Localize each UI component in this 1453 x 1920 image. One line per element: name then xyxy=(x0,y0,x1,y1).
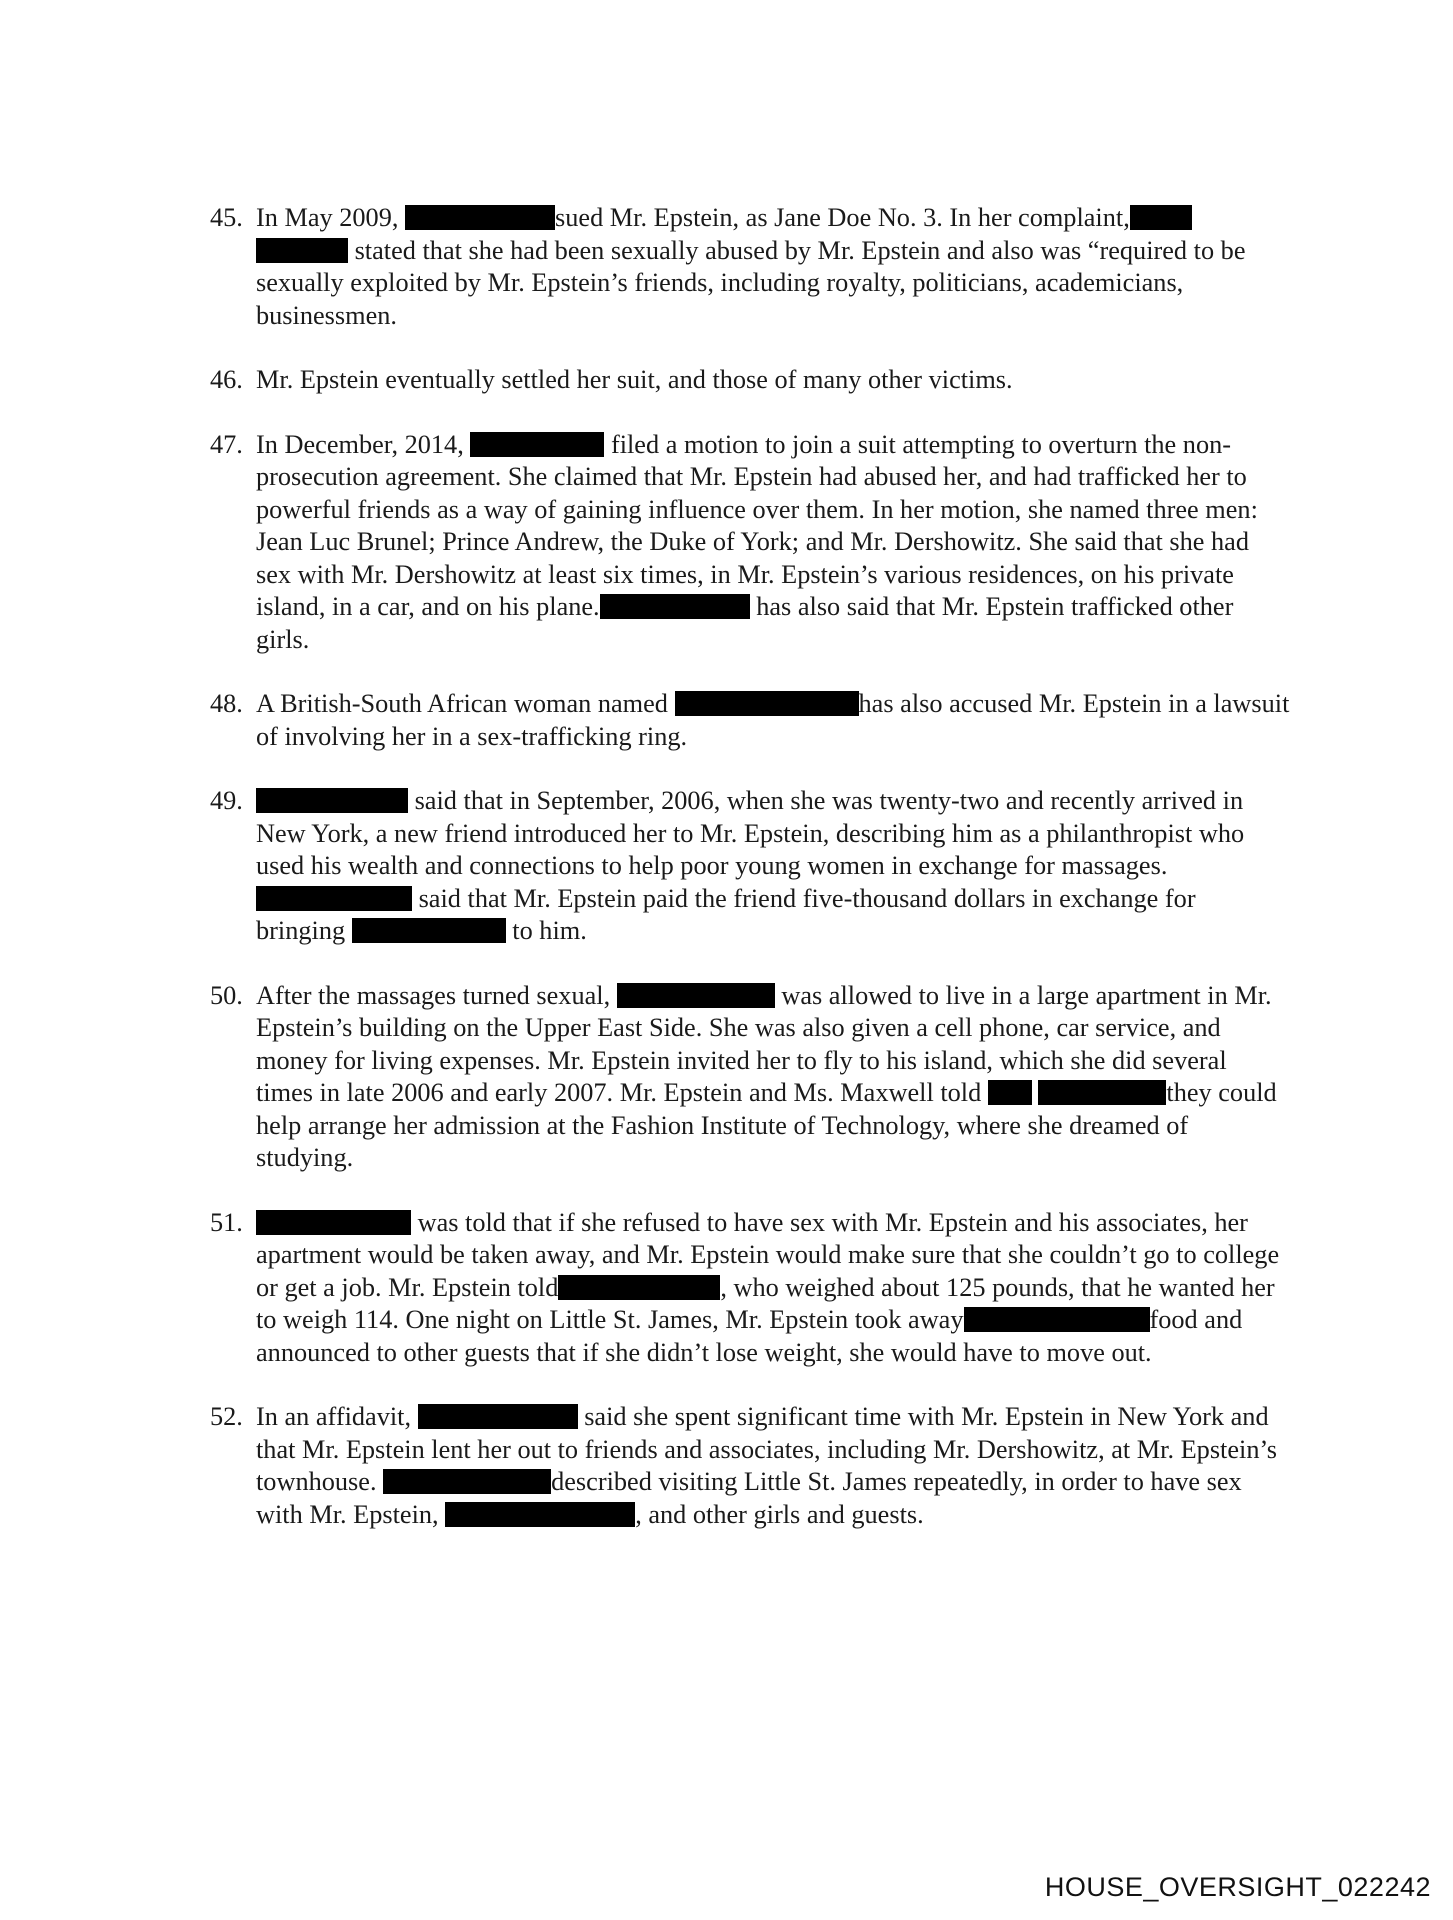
redaction-bar xyxy=(352,918,506,943)
paragraph-number: 49. xyxy=(210,786,243,815)
redaction-bar xyxy=(256,238,348,263)
redaction-bar xyxy=(256,886,412,911)
paragraph-45 xyxy=(210,202,1290,332)
paragraph-47 xyxy=(210,429,1290,657)
paragraph-52 xyxy=(210,1401,1290,1531)
paragraph-number: 51. xyxy=(210,1207,243,1237)
redaction-bar xyxy=(418,1404,578,1429)
redaction-bar xyxy=(470,432,604,457)
paragraph-text: Mr. Epstein eventually settled her suit, and those of many other victims. xyxy=(256,365,1013,394)
paragraph-51 xyxy=(210,1207,1290,1370)
redaction-bar xyxy=(675,691,859,716)
paragraph-number: 50. xyxy=(210,980,243,1010)
redaction-bar xyxy=(964,1307,1150,1332)
paragraph-49 xyxy=(210,785,1290,948)
redaction-bar xyxy=(256,1210,411,1235)
redaction-bar xyxy=(600,594,750,619)
bates-number: HOUSE_OVERSIGHT_022242 xyxy=(1044,1872,1431,1902)
paragraph-number: 45. xyxy=(210,203,243,232)
paragraph-text: After the massages turned sexual, was allowed to live in a large apartment in Mr. Epstein’s building on the Upper East Side. She was also given a cell phone, car service, and money for living expenses. Mr. Epstein invited her to fly to his island, which she did several times in late 2006 and early 2007. Mr. Epstein and Ms. Maxwell told they could help arrange her admission at the Fashion Institute of Technology, where she dreamed of studying. xyxy=(256,980,1277,1172)
paragraph-text: In an affidavit, said she spent significant time with Mr. Epstein in New York and that Mr. Epstein lent her out to friends and associates, including Mr. Dershowitz, at Mr. Epstein’s townhouse. described visiting Little St. James repeatedly, in order to have sex with Mr. Epstein, , and other girls and guests. xyxy=(256,1402,1278,1529)
paragraph-text: A British-South African woman named has also accused Mr. Epstein in a lawsuit of involving her in a sex-trafficking ring. xyxy=(256,689,1290,751)
redaction-bar xyxy=(558,1275,720,1300)
paragraph-48 xyxy=(210,688,1290,753)
redaction-bar xyxy=(617,983,775,1008)
redaction-bar xyxy=(383,1469,551,1494)
redaction-bar xyxy=(405,205,555,230)
redaction-bar xyxy=(988,1080,1032,1105)
redaction-bar xyxy=(1038,1080,1166,1105)
paragraph-number: 46. xyxy=(210,365,243,394)
redaction-bar xyxy=(1130,205,1192,230)
paragraph-text: was told that if she refused to have sex with Mr. Epstein and his associates, her apartment would be taken away, and Mr. Epstein would make sure that she couldn’t go to college or get a job. Mr. Epstein told , who weighed about 125 pounds, that he wanted her to weigh 114. One night on Little St. James, Mr. Epstein took away food and announced to other guests that if she didn’t lose weight, she would have to move out. xyxy=(256,1207,1280,1367)
paragraph-number: 47. xyxy=(210,429,243,459)
paragraph-50 xyxy=(210,980,1290,1175)
paragraph-number: 52. xyxy=(210,1402,243,1431)
paragraph-text: In May 2009, sued Mr. Epstein, as Jane Doe No. 3. In her complaint, stated that she had been sexually abused by Mr. Epstein and also was “required to be sexually exploited by Mr. Epstein’s friends, including royalty, politicians, academicians, businessmen. xyxy=(256,203,1246,330)
redaction-bar xyxy=(445,1502,635,1527)
document-body xyxy=(210,202,1290,1563)
redaction-bar xyxy=(256,788,408,813)
paragraph-text: In December, 2014, filed a motion to join a suit attempting to overturn the non-prosecution agreement. She claimed that Mr. Epstein had abused her, and had trafficked her to powerful friends as a way of gaining influence over them. In her motion, she named three men: Jean Luc Brunel; Prince Andrew, the Duke of York; and Mr. Dershowitz. She said that she had sex with Mr. Dershowitz at least six times, in Mr. Epstein’s various residences, on his private island, in a car, and on his plane. has also said that Mr. Epstein trafficked other girls. xyxy=(256,429,1258,654)
paragraph-text: said that in September, 2006, when she was twenty-two and recently arrived in New York, a new friend introduced her to Mr. Epstein, describing him as a philanthropist who used his wealth and connections to help poor young women in exchange for massages. said that Mr. Epstein paid the friend five-thousand dollars in exchange for bringing to him. xyxy=(256,786,1245,945)
paragraph-46 xyxy=(210,364,1290,397)
paragraph-number: 48. xyxy=(210,689,243,718)
